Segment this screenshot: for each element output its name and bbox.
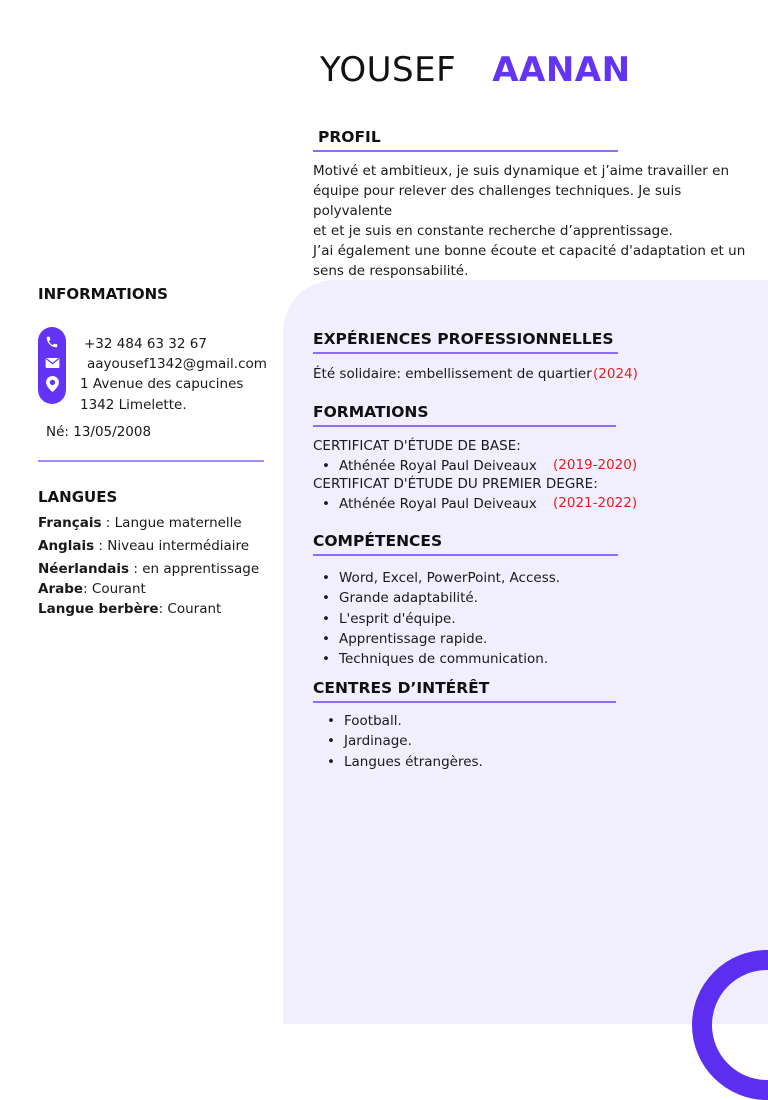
formation-date-1: (2019-2020) (553, 457, 638, 473)
competences-list (313, 568, 560, 669)
language-separator: : (158, 601, 168, 617)
address-line-1: 1 Avenue des capucines (80, 376, 244, 392)
profile-line: J’ai également une bonne écoute et capacité d'adaptation et un (313, 243, 746, 259)
language-name: Arabe (38, 581, 84, 597)
location-pin-icon (38, 374, 66, 396)
language-name: Langue berbère (38, 601, 159, 617)
phone-text: +32 484 63 32 67 (84, 336, 207, 352)
language-item (38, 599, 259, 619)
experience-item: Été solidaire: embellissement de quartier (313, 366, 592, 382)
formation-school: • Athénée Royal Paul Deiveaux (313, 494, 537, 514)
competence-item: • Word, Excel, PowerPoint, Access. (313, 568, 560, 588)
phone-icon (38, 333, 66, 353)
language-item (38, 536, 259, 559)
competence-item: • Grande adaptabilité. (313, 588, 560, 608)
full-name (320, 50, 631, 90)
address-line-2: 1342 Limelette. (80, 397, 187, 413)
interest-item: • Langues étrangères. (318, 752, 483, 772)
informations-title: INFORMATIONS (38, 285, 168, 303)
language-level: Niveau intermédiaire (107, 538, 250, 554)
experiences-title: EXPÉRIENCES PROFESSIONNELLES (313, 330, 618, 354)
interests-title: CENTRES D’INTÉRÊT (313, 679, 616, 703)
formation-date-2: (2021-2022) (553, 495, 638, 511)
left-divider (38, 460, 264, 462)
profile-title: PROFIL (313, 128, 618, 152)
language-item (38, 579, 259, 599)
language-level: Courant (167, 601, 222, 617)
competence-item: • Techniques de communication. (313, 649, 560, 669)
interest-item: • Football. (318, 711, 483, 731)
language-name: Néerlandais (38, 561, 130, 577)
interests-list (318, 711, 483, 772)
profile-line: Motivé et ambitieux, je suis dynamique et j’aime travailler en (313, 163, 730, 179)
email-text: aayousef1342@gmail.com (87, 356, 267, 372)
language-separator: : (101, 515, 115, 531)
contact-icons-bar (38, 327, 66, 404)
mail-icon (38, 355, 66, 373)
birth-date: Né: 13/05/2008 (46, 424, 152, 440)
formation-school: • Athénée Royal Paul Deiveaux (313, 456, 537, 476)
language-separator: : (94, 538, 108, 554)
formation-school-list-1 (313, 456, 537, 476)
formation-school-list-2 (313, 494, 537, 514)
language-item (38, 559, 259, 579)
profile-line: et et je suis en constante recherche d’apprentissage. (313, 223, 673, 239)
first-name: YOUSEF (320, 50, 457, 90)
profile-text (313, 161, 753, 281)
competence-item: • Apprentissage rapide. (313, 629, 560, 649)
languages-list (38, 513, 259, 619)
competences-title: COMPÉTENCES (313, 532, 618, 556)
profile-line: équipe pour relever des challenges techniques. Je suis polyvalente (313, 183, 682, 219)
competence-item: • L'esprit d'équipe. (313, 609, 560, 629)
language-level: en apprentissage (142, 561, 260, 577)
certificate-2: CERTIFICAT D'ÉTUDE DU PREMIER DEGRE: (313, 476, 598, 492)
last-name: AANAN (492, 50, 631, 90)
interest-item: • Jardinage. (318, 731, 483, 751)
profile-line: sens de responsabilité. (313, 263, 469, 279)
language-separator: : (129, 561, 143, 577)
langues-title: LANGUES (38, 488, 118, 506)
language-name: Anglais (38, 538, 95, 554)
language-level: Langue maternelle (114, 515, 242, 531)
experience-date: (2024) (593, 366, 638, 382)
certificate-1: CERTIFICAT D'ÉTUDE DE BASE: (313, 438, 521, 454)
language-name: Français (38, 515, 102, 531)
formations-title: FORMATIONS (313, 403, 616, 427)
language-separator: : (83, 581, 92, 597)
language-item (38, 513, 259, 536)
language-level: Courant (91, 581, 146, 597)
